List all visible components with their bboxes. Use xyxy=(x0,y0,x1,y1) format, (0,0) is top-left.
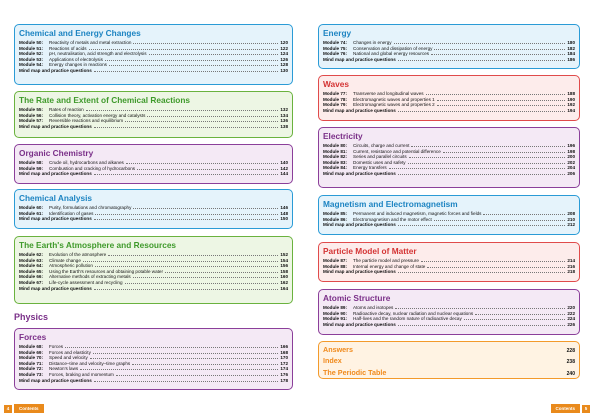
module-title: Half-lives and the random nature of radioactive decay xyxy=(353,316,462,322)
mind-map-title: Mind map and practice questions xyxy=(323,222,396,228)
module-title: Energy transfers xyxy=(353,165,387,171)
leader-dots xyxy=(409,157,566,158)
toc-row-mind-map[interactable] xyxy=(323,57,575,63)
leader-dots xyxy=(149,54,279,55)
leader-dots xyxy=(437,105,566,106)
section-particle-model xyxy=(318,242,580,282)
page-number: 166 xyxy=(280,344,288,349)
module-title: Series and parallel circuits xyxy=(353,154,407,160)
page-number: 220 xyxy=(567,305,575,310)
toc-row-mind-map[interactable] xyxy=(323,269,575,275)
leader-dots xyxy=(116,375,278,376)
module-title: Reactions of acids xyxy=(49,45,87,51)
mind-map-title: Mind map and practice questions xyxy=(323,269,396,275)
section-title: Chemical and Energy Changes xyxy=(19,28,141,38)
index-title: Index xyxy=(323,356,342,366)
module-number: Module 71: xyxy=(19,360,43,366)
module-title: Collision theory, activation energy and catalysts xyxy=(49,112,146,118)
page-number-badge: 5 xyxy=(582,405,590,413)
page-number: 206 xyxy=(567,170,575,176)
right-footer xyxy=(549,404,591,413)
mind-map-title: Mind map and practice questions xyxy=(19,171,92,177)
page-number: 202 xyxy=(567,159,575,165)
module-number: Module 86: xyxy=(323,216,347,222)
leader-dots xyxy=(89,49,279,50)
module-title: Atmospheric pollution xyxy=(49,263,93,269)
section-forces xyxy=(14,328,293,390)
leader-dots xyxy=(133,277,279,278)
section-rate-extent-reactions xyxy=(14,91,293,138)
leader-dots xyxy=(133,208,278,209)
page-number: 214 xyxy=(567,258,575,263)
module-number: Module 55: xyxy=(19,107,43,112)
periodic-table-title: The Periodic Table xyxy=(323,367,387,377)
leader-dots xyxy=(398,174,566,175)
page-number: 170 xyxy=(280,355,288,361)
module-number: Module 52: xyxy=(19,51,43,57)
leader-dots xyxy=(126,163,279,164)
module-title: Crude oil, hydrocarbons and alkanes xyxy=(49,160,124,165)
leader-dots xyxy=(95,266,278,267)
page-number: 182 xyxy=(567,45,575,51)
page-number: 162 xyxy=(280,279,288,285)
page-number: 150 xyxy=(280,216,288,222)
module-number: Module 80: xyxy=(323,143,347,148)
mind-map-title: Mind map and practice questions xyxy=(19,67,92,73)
leader-dots xyxy=(398,272,566,273)
leader-dots xyxy=(95,214,278,215)
contents-tab[interactable]: Contents xyxy=(551,404,581,413)
page-number: 190 xyxy=(567,96,575,102)
page-number: 186 xyxy=(567,56,575,62)
page-number: 124 xyxy=(280,51,288,57)
leader-dots xyxy=(431,54,565,55)
module-number: Module 74: xyxy=(323,40,347,45)
module-number: Module 87: xyxy=(323,258,347,263)
page-number: 160 xyxy=(280,274,288,280)
module-number: Module 73: xyxy=(19,371,43,377)
page-number: 130 xyxy=(280,67,288,73)
module-number: Module 57: xyxy=(19,118,43,124)
toc-row-mind-map[interactable] xyxy=(323,322,575,328)
module-number: Module 64: xyxy=(19,263,43,269)
module-number: Module 68: xyxy=(19,344,43,349)
page-number: 188 xyxy=(567,91,575,96)
leader-dots xyxy=(165,272,278,273)
leader-dots xyxy=(408,163,566,164)
section-waves xyxy=(318,75,580,121)
toc-row-answers[interactable] xyxy=(323,345,575,356)
leader-dots xyxy=(434,220,566,221)
module-title: Using the Earth's resources and obtaining potable water xyxy=(49,268,164,274)
leader-dots xyxy=(94,174,279,175)
leader-dots xyxy=(83,261,278,262)
page-number: 132 xyxy=(280,107,288,112)
toc-row-mind-map[interactable] xyxy=(19,171,288,177)
leader-dots xyxy=(94,219,279,220)
leader-dots xyxy=(475,314,565,315)
leader-dots xyxy=(133,43,278,44)
page-number: 154 xyxy=(280,257,288,263)
leader-dots xyxy=(394,43,566,44)
module-number: Module 89: xyxy=(323,305,347,310)
module-title: Conservation and dissipation of energy xyxy=(353,45,433,51)
module-title: The particle model and pressure xyxy=(353,258,419,263)
module-title: Reactivity of metals and metal extraction xyxy=(49,40,132,45)
mind-map-title: Mind map and practice questions xyxy=(19,216,92,222)
page-number: 212 xyxy=(567,222,575,228)
leader-dots xyxy=(426,94,566,95)
leader-dots xyxy=(94,381,279,382)
leader-dots xyxy=(483,214,565,215)
section-magnetism xyxy=(318,195,580,235)
section-electricity xyxy=(318,127,580,188)
module-number: Module 62: xyxy=(19,252,43,257)
leader-dots xyxy=(105,60,278,61)
module-number: Module 67: xyxy=(19,279,43,285)
module-title: Electromagnetism and the motor effect xyxy=(353,216,432,222)
module-number: Module 59: xyxy=(19,165,43,171)
mind-map-title: Mind map and practice questions xyxy=(19,377,92,383)
toc-row-mind-map[interactable] xyxy=(19,378,288,384)
leader-dots xyxy=(443,152,566,153)
module-title: Newton's laws xyxy=(49,366,79,372)
mind-map-title: Mind map and practice questions xyxy=(323,170,396,176)
module-title: Alternative methods of extracting metals xyxy=(49,274,131,280)
page-number: 120 xyxy=(280,40,288,45)
section-title: The Earth's Atmosphere and Resources xyxy=(19,240,177,250)
module-number: Module 65: xyxy=(19,268,43,274)
module-number: Module 60: xyxy=(19,205,43,210)
leader-dots xyxy=(65,347,278,348)
module-number: Module 78: xyxy=(323,96,347,102)
leader-dots xyxy=(94,127,279,128)
page-number: 240 xyxy=(566,370,575,377)
leader-dots xyxy=(398,225,566,226)
section-title: Atomic Structure xyxy=(323,293,391,303)
page-number: 152 xyxy=(280,252,288,257)
page-number: 146 xyxy=(280,205,288,210)
module-title: Reversible reactions and equilibrium xyxy=(49,118,124,124)
page-number: 156 xyxy=(280,263,288,269)
section-title: Energy xyxy=(323,28,352,38)
leader-dots xyxy=(427,267,565,268)
page-number: 194 xyxy=(567,107,575,113)
module-title: pH, neutralisation, acid strength and electrolysis xyxy=(49,51,147,57)
module-title: Identification of gases xyxy=(49,210,94,216)
module-title: Speed and velocity xyxy=(49,355,88,361)
mind-map-title: Mind map and practice questions xyxy=(323,321,396,327)
page-number: 226 xyxy=(567,321,575,327)
section-earth-atmosphere-resources xyxy=(14,236,293,304)
module-number: Module 85: xyxy=(323,211,347,216)
page-number: 172 xyxy=(280,360,288,366)
leader-dots xyxy=(125,283,279,284)
leader-dots xyxy=(147,116,278,117)
module-title: Electromagnetic waves and properties 2 xyxy=(353,102,435,108)
mind-map-title: Mind map and practice questions xyxy=(323,56,396,62)
page-number: 144 xyxy=(280,171,288,177)
module-title: Purity, formulations and chromatography xyxy=(49,205,132,210)
module-title: Atoms and isotopes xyxy=(353,305,394,310)
page-number: 180 xyxy=(567,40,575,45)
section-chemical-energy-changes xyxy=(14,24,293,85)
module-title: Permanent and induced magnetism, magnetic forces and fields xyxy=(353,211,482,216)
page-number: 224 xyxy=(567,316,575,322)
answers-title: Answers xyxy=(323,345,353,354)
module-title: Life-cycle assessment and recycling xyxy=(49,279,123,285)
section-back-matter xyxy=(318,341,580,379)
section-title: Chemical Analysis xyxy=(19,193,93,203)
module-number: Module 81: xyxy=(323,148,347,154)
module-number: Module 91: xyxy=(323,316,347,322)
module-number: Module 50: xyxy=(19,40,43,45)
module-title: Current, resistance and potential difference xyxy=(353,148,441,154)
module-title: Electromagnetic waves and properties 1 xyxy=(353,96,435,102)
section-title: Waves xyxy=(323,79,349,89)
page-number: 222 xyxy=(567,310,575,316)
toc-row-mind-map[interactable] xyxy=(323,222,575,228)
module-title: Rates of reaction xyxy=(49,107,84,112)
page-number: 228 xyxy=(566,348,575,354)
page-number: 184 xyxy=(567,51,575,57)
page-number: 136 xyxy=(280,118,288,124)
section-atomic-structure xyxy=(318,289,580,335)
page-number: 216 xyxy=(567,263,575,269)
module-number: Module 61: xyxy=(19,210,43,216)
module-title: Forces and elasticity xyxy=(49,349,91,355)
toc-row-mind-map[interactable] xyxy=(19,216,288,222)
module-title: Transverse and longitudinal waves xyxy=(353,91,424,96)
module-title: Distance–time and velocity–time graphs xyxy=(49,360,131,366)
module-number: Module 82: xyxy=(323,154,347,160)
section-organic-chemistry xyxy=(14,144,293,184)
module-title: Forces xyxy=(49,344,64,349)
toc-row-mind-map[interactable] xyxy=(19,286,288,292)
leader-dots xyxy=(108,255,278,256)
page-number: 142 xyxy=(280,165,288,171)
leader-dots xyxy=(437,100,566,101)
module-number: Module 79: xyxy=(323,102,347,108)
module-number: Module 75: xyxy=(323,45,347,51)
leader-dots xyxy=(109,65,278,66)
page-number: 128 xyxy=(280,62,288,68)
page-number: 174 xyxy=(280,366,288,372)
leader-dots xyxy=(137,169,278,170)
module-number: Module 83: xyxy=(323,159,347,165)
page-number: 204 xyxy=(567,165,575,171)
leader-dots xyxy=(389,168,566,169)
leader-dots xyxy=(132,364,278,365)
module-title: Changes in energy xyxy=(353,40,392,45)
section-title: Electricity xyxy=(323,131,363,141)
page-number: 238 xyxy=(566,359,575,366)
module-number: Module 51: xyxy=(19,45,43,51)
module-number: Module 70: xyxy=(19,355,43,361)
module-number: Module 88: xyxy=(323,263,347,269)
toc-row-periodic-table[interactable] xyxy=(323,368,575,379)
leader-dots xyxy=(93,353,278,354)
module-number: Module 58: xyxy=(19,160,43,165)
leader-dots xyxy=(395,308,565,309)
page-number: 196 xyxy=(567,143,575,148)
page-number: 210 xyxy=(567,216,575,222)
section-title: Particle Model of Matter xyxy=(323,246,417,256)
mind-map-title: Mind map and practice questions xyxy=(19,123,92,129)
toc-row-mind-map[interactable] xyxy=(323,108,575,114)
contents-tab[interactable]: Contents xyxy=(14,404,44,413)
module-title: National and global energy resources xyxy=(353,51,430,57)
module-number: Module 63: xyxy=(19,257,43,263)
module-title: Energy changes in reactions xyxy=(49,62,107,68)
module-title: Climate change xyxy=(49,257,81,263)
leader-dots xyxy=(125,121,278,122)
page-number: 178 xyxy=(280,377,288,383)
module-title: Circuits, charge and current xyxy=(353,143,410,148)
leader-dots xyxy=(80,369,278,370)
page-number: 208 xyxy=(567,211,575,216)
module-number: Module 53: xyxy=(19,56,43,62)
toc-row-index[interactable] xyxy=(323,356,575,367)
page-number-badge: 4 xyxy=(4,405,12,413)
leader-dots xyxy=(411,146,565,147)
leader-dots xyxy=(434,49,565,50)
module-number: Module 66: xyxy=(19,274,43,280)
mind-map-title: Mind map and practice questions xyxy=(19,285,92,291)
module-title: Combustion and cracking of hydrocarbons xyxy=(49,165,136,171)
page-number: 140 xyxy=(280,160,288,165)
page-number: 138 xyxy=(280,123,288,129)
left-footer xyxy=(4,404,46,413)
page-number: 218 xyxy=(567,269,575,275)
toc-row-mind-map[interactable] xyxy=(19,124,288,130)
section-energy xyxy=(318,24,580,69)
module-number: Module 90: xyxy=(323,310,347,316)
leader-dots xyxy=(398,325,566,326)
leader-dots xyxy=(94,71,279,72)
section-title: Organic Chemistry xyxy=(19,148,94,158)
section-title: Magnetism and Electromagnetism xyxy=(323,199,458,209)
page-number: 198 xyxy=(567,148,575,154)
mind-map-title: Mind map and practice questions xyxy=(323,107,396,113)
module-title: Internal energy and change of state xyxy=(353,263,426,269)
page-number: 192 xyxy=(567,102,575,108)
section-title: The Rate and Extent of Chemical Reactions xyxy=(19,95,191,105)
leader-dots xyxy=(398,60,566,61)
leader-dots xyxy=(421,261,565,262)
module-number: Module 77: xyxy=(323,91,347,96)
toc-row-mind-map[interactable] xyxy=(323,171,575,177)
module-number: Module 69: xyxy=(19,349,43,355)
page-number: 176 xyxy=(280,371,288,377)
module-title: Domestic uses and safety xyxy=(353,159,406,165)
section-chemical-analysis xyxy=(14,189,293,229)
section-title: Forces xyxy=(19,332,47,342)
module-title: Forces, braking and momentum xyxy=(49,371,114,377)
leader-dots xyxy=(86,110,279,111)
leader-dots xyxy=(464,319,566,320)
module-number: Module 84: xyxy=(323,165,347,171)
physics-heading: Physics xyxy=(14,312,49,322)
module-title: Applications of electrolysis xyxy=(49,56,103,62)
module-title: Radioactive decay, nuclear radiation and nuclear equations xyxy=(353,310,474,316)
toc-row-mind-map[interactable] xyxy=(19,68,288,74)
page-number: 134 xyxy=(280,112,288,118)
module-number: Module 72: xyxy=(19,366,43,372)
page-number: 164 xyxy=(280,285,288,291)
leader-dots xyxy=(398,111,566,112)
page-number: 122 xyxy=(280,45,288,51)
page-number: 126 xyxy=(280,56,288,62)
module-number: Module 54: xyxy=(19,62,43,68)
leader-dots xyxy=(90,358,279,359)
leader-dots xyxy=(94,289,279,290)
module-number: Module 76: xyxy=(323,51,347,57)
page-number: 168 xyxy=(280,349,288,355)
page-number: 148 xyxy=(280,210,288,216)
module-number: Module 56: xyxy=(19,112,43,118)
module-title: Evolution of the atmosphere xyxy=(49,252,107,257)
page-number: 158 xyxy=(280,268,288,274)
page-number: 200 xyxy=(567,154,575,160)
